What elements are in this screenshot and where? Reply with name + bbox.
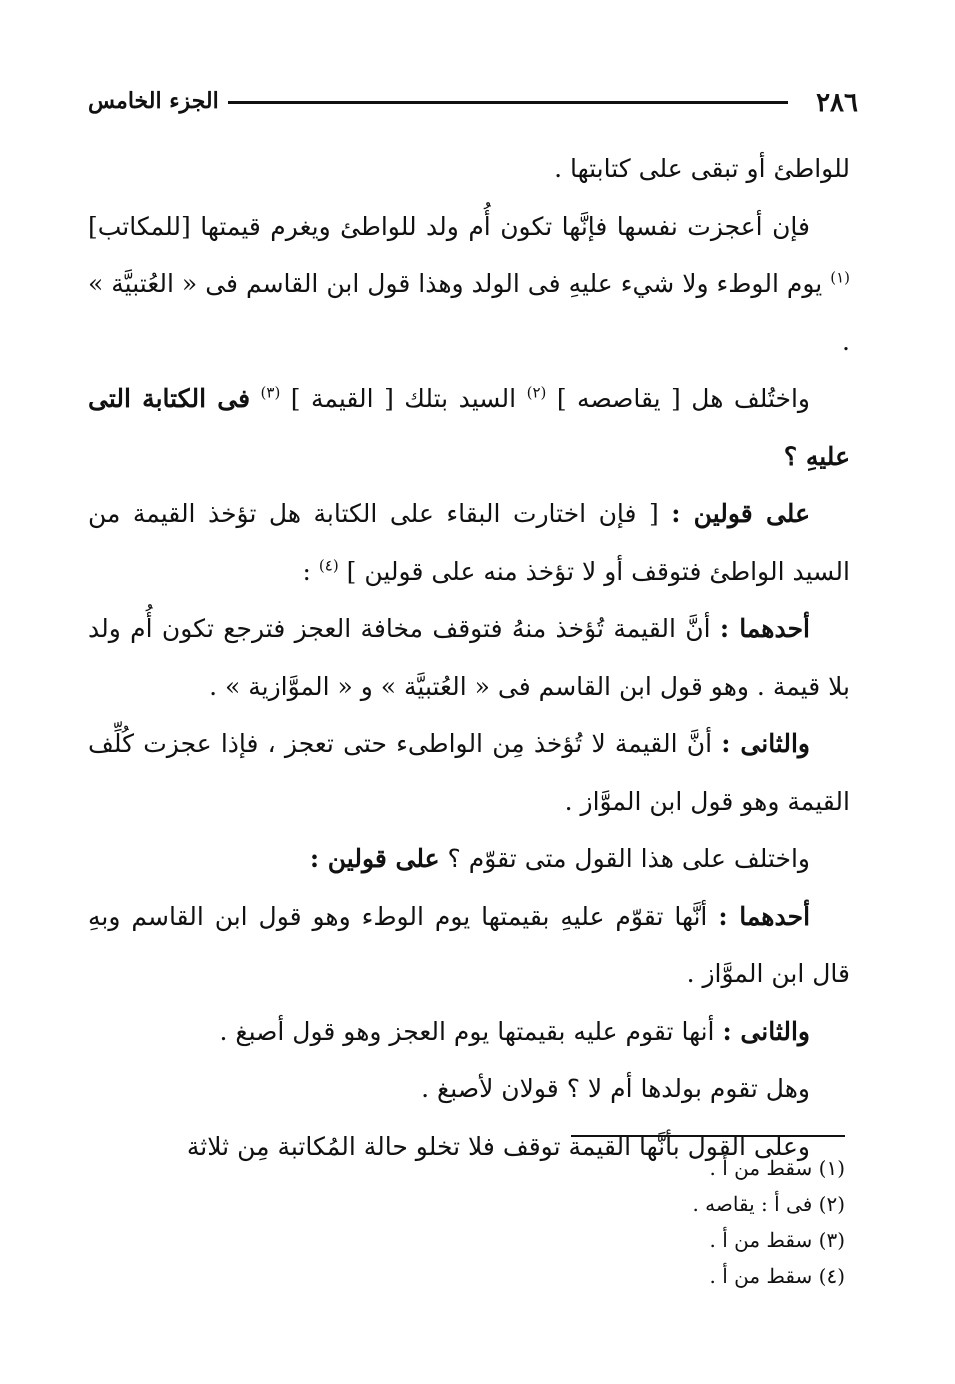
text-span: أنها تقوم عليه بقيمتها يوم العجز وهو قول أصبغ .: [219, 1016, 715, 1046]
text-span: واختُلف هل [ يقاصصه ]: [556, 384, 811, 413]
footnotes: [345, 1150, 845, 1294]
footnote-marker: (١): [830, 268, 850, 287]
text-span: أنَّها تقوّم عليهِ بقيمتها يوم الوطء وهو قول ابن القاسم وبهِ قال ابن الموَّاز .: [88, 901, 850, 988]
text-span: أنَّ القيمة لا تُؤخذ مِن الواطىء حتى تعجز ، فإذا عجزت كُلِّف القيمة وهو قول ابن الموَّاز .: [88, 729, 850, 816]
paragraph: [88, 370, 850, 485]
paragraph: [88, 1060, 850, 1118]
text-span: وعلى القول بأنَّها القيمة توقف فلا تخلو حالة المُكاتبة مِن ثلاثة: [186, 1131, 810, 1161]
footnote-marker: (٣): [260, 383, 281, 402]
header-rule: [228, 101, 788, 104]
paragraph: [88, 198, 850, 371]
footnote-marker: (٤): [318, 556, 339, 575]
main-text: [88, 140, 850, 1175]
text-span: السيد بتلك [ القيمة ]: [290, 384, 517, 413]
footnote: (٣) سقط من أ .: [709, 1228, 845, 1252]
text-span: [ فإن اختارت البقاء على الكتابة هل تؤخذ القيمة من السيد الواطئ فتوقف أو لا تؤخذ منه على قولين ]: [88, 499, 850, 586]
bold-text: أحدهما :: [718, 901, 811, 931]
paragraph: [88, 1003, 850, 1061]
bold-text: أحدهما :: [719, 614, 810, 643]
paragraph: [88, 715, 850, 830]
footnote: (٢) فى أ : يقاصه .: [692, 1192, 845, 1216]
text-span: وهل تقوم بولدها أم لا ؟ قولان لأصبغ .: [421, 1074, 810, 1103]
text-span: فإن أعجزت نفسها فإنَّها تكون أُم ولد للواطئ ويغرم قيمتها [للمكاتب]: [88, 211, 810, 241]
text-span: :: [302, 556, 311, 586]
paragraph: [88, 888, 850, 1003]
footnote: (١) سقط من أ .: [709, 1156, 845, 1180]
bold-text: فى الكتابة التى عليهِ ؟: [88, 384, 850, 471]
bold-text: على قولين :: [309, 844, 440, 873]
text-span: يوم الوطء ولا شيء عليهِ فى الولد وهذا قول ابن القاسم فى « العُتبيَّة » .: [88, 269, 850, 356]
bold-text: على قولين :: [671, 499, 810, 528]
bold-text: والثانى :: [721, 729, 810, 758]
paragraph: [88, 600, 850, 715]
paragraph: [88, 485, 850, 600]
page-number: ٢٨٦: [816, 88, 858, 118]
paragraph: [88, 830, 850, 888]
paragraph: [88, 140, 850, 198]
text-span: واختلف على هذا القول متى تقوّم ؟: [447, 844, 810, 873]
running-title: الجزء الخامس: [88, 88, 219, 114]
bold-text: والثانى :: [722, 1016, 810, 1046]
footnote-separator: [571, 1135, 845, 1137]
text-span: أنَّ القيمة تُؤخذ منهُ فتوقف مخافة العجز فترجع تكون أُم ولد بلا قيمة . وهو قول ابن القاسم فى « العُتبيَّة » و « الموَّازية » .: [88, 614, 850, 701]
footnote: (٤) سقط من أ .: [709, 1264, 845, 1288]
footnote-marker: (٢): [526, 383, 547, 402]
page-header: [88, 84, 858, 128]
text-span: للواطئ أو تبقى على كتابتها .: [554, 154, 850, 183]
